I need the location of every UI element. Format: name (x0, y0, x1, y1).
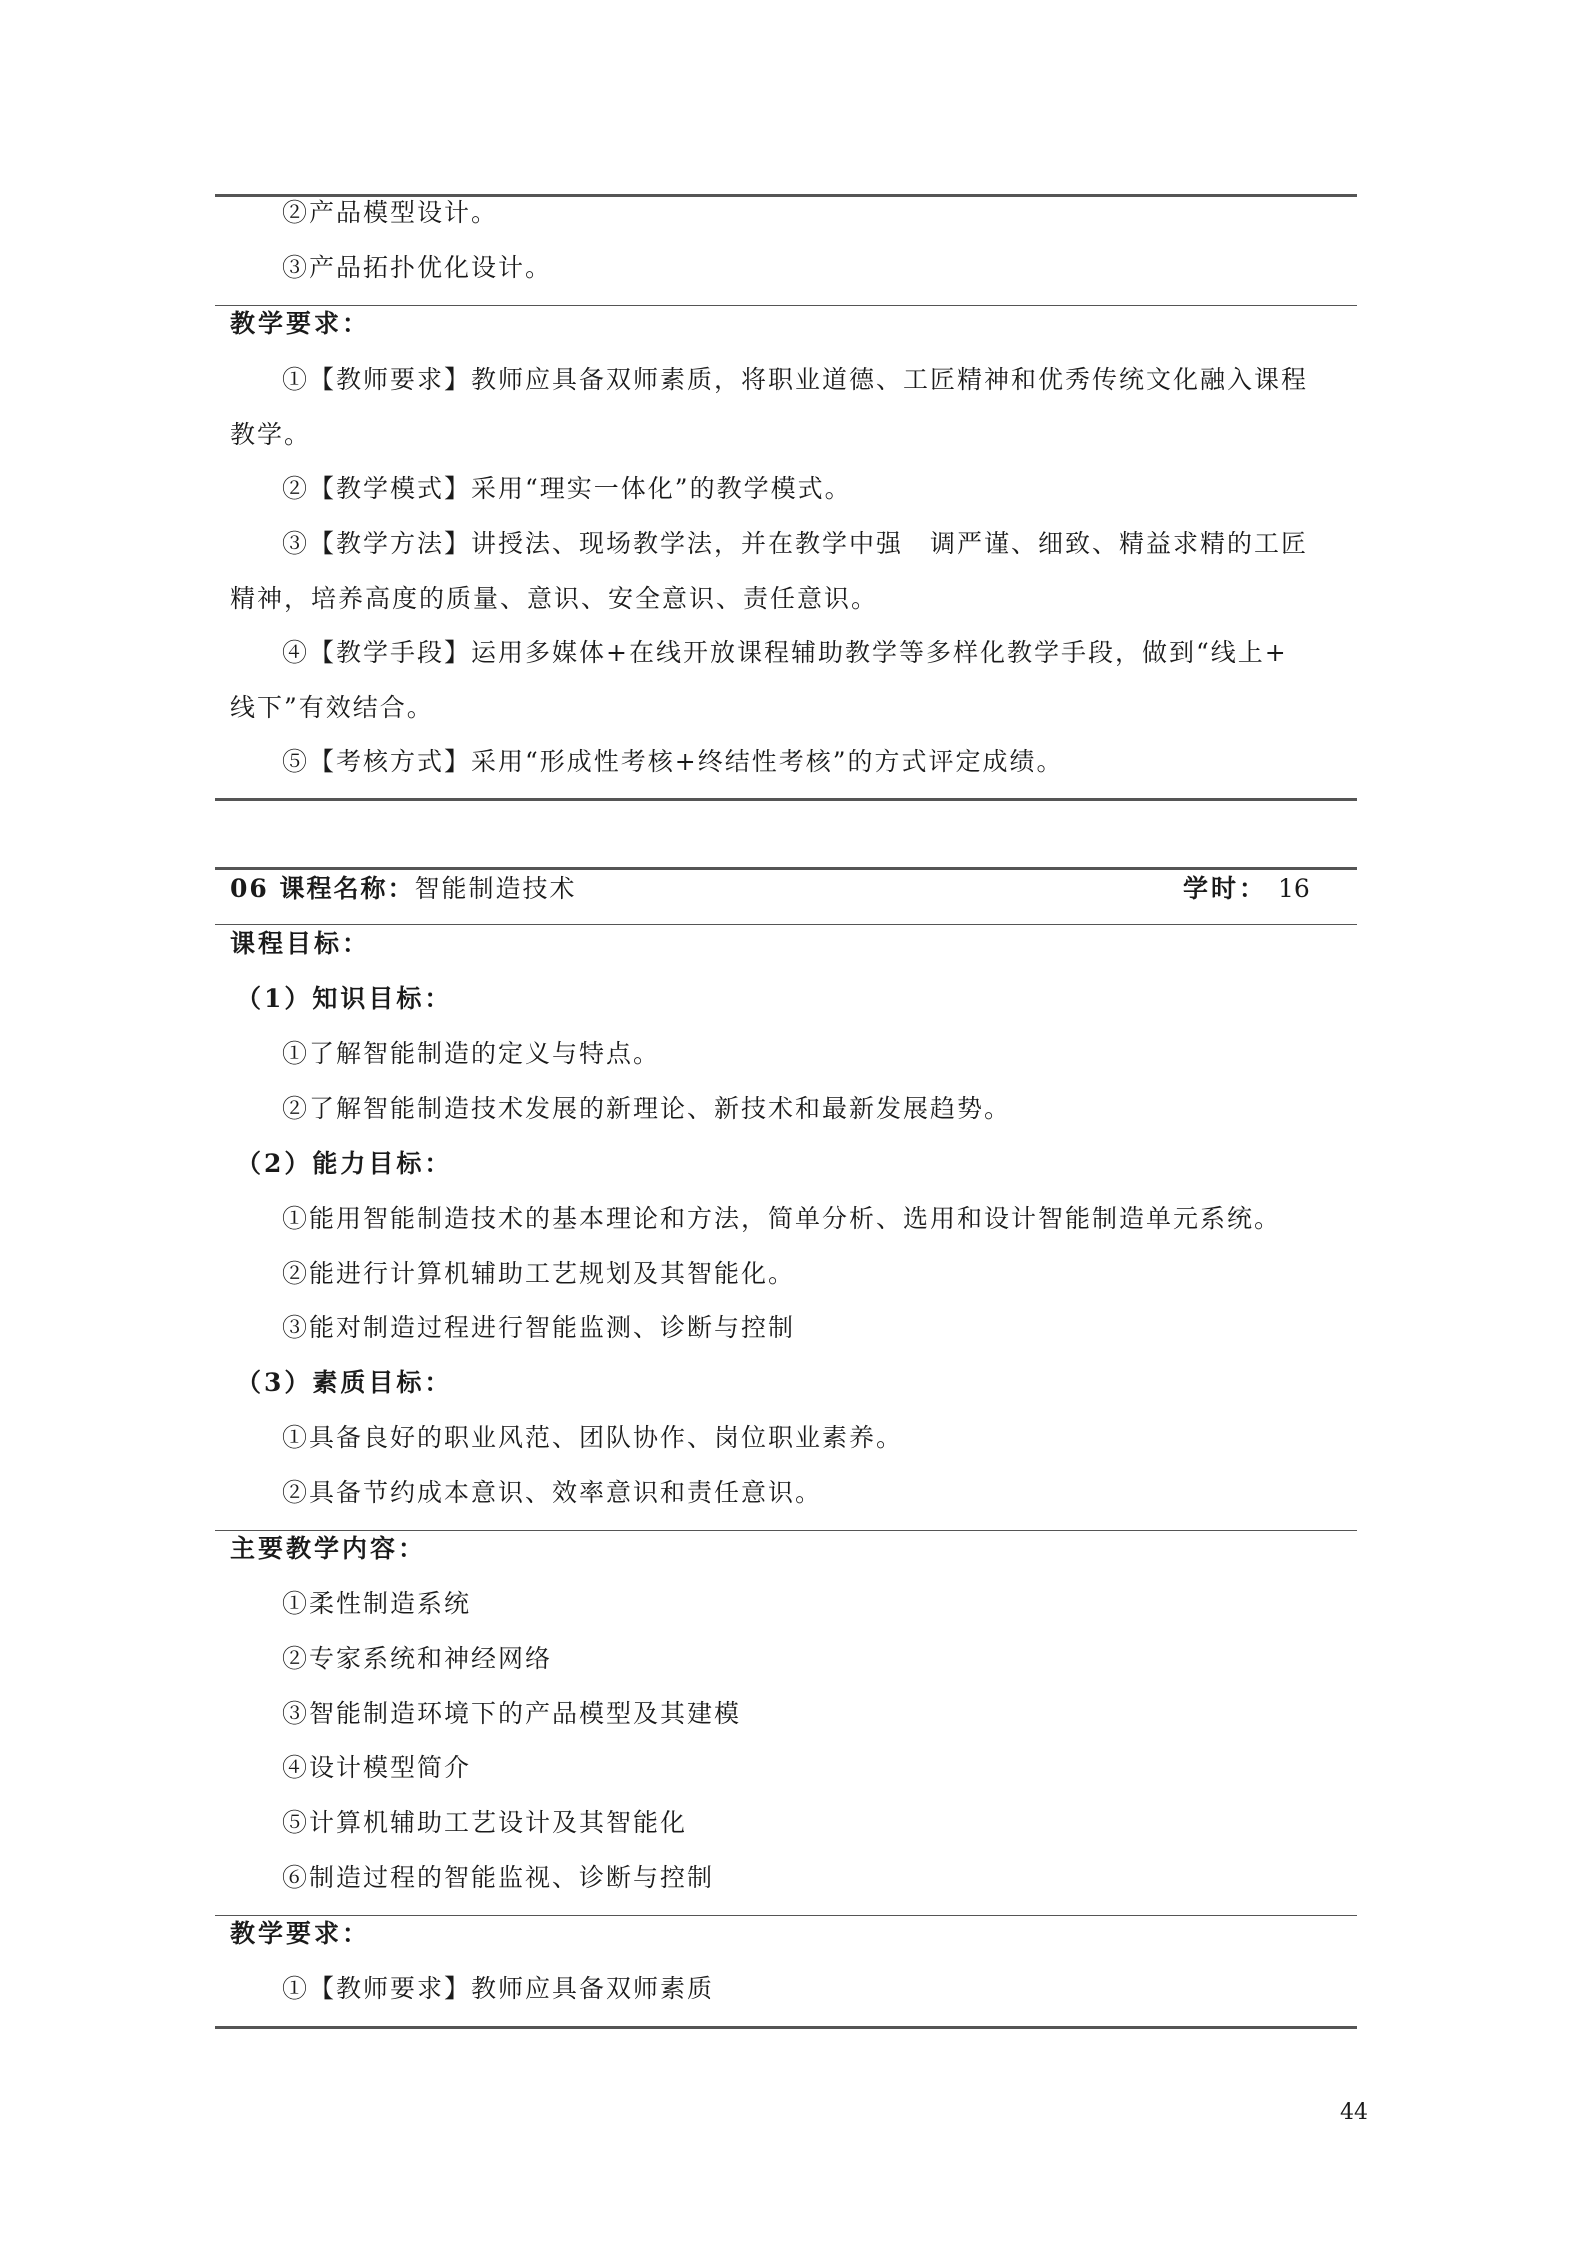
content-item: ③智能制造环境下的产品模型及其建模 (282, 1699, 742, 1728)
requirement-paragraph-cont: 线下”有效结合。 (230, 693, 434, 722)
table-bottom-rule (215, 798, 1357, 801)
row-divider (215, 305, 1357, 306)
requirement-paragraph-cont: 教学。 (230, 420, 312, 449)
row-divider (215, 1530, 1357, 1531)
teaching-requirements-label: 教学要求： (230, 1919, 371, 1948)
table-top-rule (215, 867, 1357, 870)
table-bottom-rule (215, 2026, 1357, 2029)
page-number: 44 (1340, 2100, 1368, 2125)
goal-item: ②具备节约成本意识、效率意识和责任意识。 (282, 1478, 823, 1507)
ability-goals-label: （2）能力目标： (236, 1149, 453, 1178)
hours-label: 学时： (1183, 874, 1268, 903)
course-goals-label: 课程目标： (230, 929, 371, 958)
row-divider (215, 1915, 1357, 1916)
course-name: 智能制造技术 (414, 874, 577, 903)
content-item: ②产品模型设计。 (282, 198, 499, 227)
content-item: ⑤计算机辅助工艺设计及其智能化 (282, 1808, 688, 1837)
requirement-paragraph: ②【教学模式】采用“理实一体化”的教学模式。 (282, 474, 852, 503)
goal-item: ①具备良好的职业风范、团队协作、岗位职业素养。 (282, 1423, 904, 1452)
content-item: ④设计模型简介 (282, 1753, 472, 1782)
table-top-rule (215, 194, 1357, 197)
course-title-row (230, 874, 577, 904)
course-number-label: 06 课程名称： (230, 874, 415, 903)
goal-item: ②能进行计算机辅助工艺规划及其智能化。 (282, 1259, 796, 1288)
content-item: ②专家系统和神经网络 (282, 1644, 553, 1673)
main-content-label: 主要教学内容： (230, 1534, 427, 1563)
knowledge-goals-label: （1）知识目标： (236, 984, 453, 1013)
teaching-requirements-label: 教学要求： (230, 309, 371, 338)
goal-item: ③能对制造过程进行智能监测、诊断与控制 (282, 1313, 796, 1342)
requirement-paragraph-cont: 精神，培养高度的质量、意识、安全意识、责任意识。 (230, 584, 879, 613)
goal-item: ②了解智能制造技术发展的新理论、新技术和最新发展趋势。 (282, 1094, 1012, 1123)
quality-goals-label: （3）素质目标： (236, 1368, 453, 1397)
requirement-paragraph: ④【教学手段】运用多媒体+在线开放课程辅助教学等多样化教学手段，做到“线上+ (282, 638, 1288, 667)
requirement-paragraph: ⑤【考核方式】采用“形成性考核+终结性考核”的方式评定成绩。 (282, 747, 1064, 776)
requirement-paragraph: ①【教师要求】教师应具备双师素质，将职业道德、工匠精神和优秀传统文化融入课程 (282, 365, 1309, 394)
content-item: ①柔性制造系统 (282, 1589, 472, 1618)
requirement-paragraph: ③【教学方法】讲授法、现场教学法，并在教学中强 调严谨、细致、精益求精的工匠 (282, 529, 1309, 558)
content-item: ⑥制造过程的智能监视、诊断与控制 (282, 1863, 715, 1892)
requirement-paragraph: ①【教师要求】教师应具备双师素质 (282, 1974, 715, 2003)
hours-value: 16 (1278, 874, 1310, 903)
content-item: ③产品拓扑优化设计。 (282, 253, 553, 282)
goal-item: ①能用智能制造技术的基本理论和方法，简单分析、选用和设计智能制造单元系统。 (282, 1204, 1282, 1233)
goal-item: ①了解智能制造的定义与特点。 (282, 1039, 661, 1068)
row-divider (215, 924, 1357, 925)
